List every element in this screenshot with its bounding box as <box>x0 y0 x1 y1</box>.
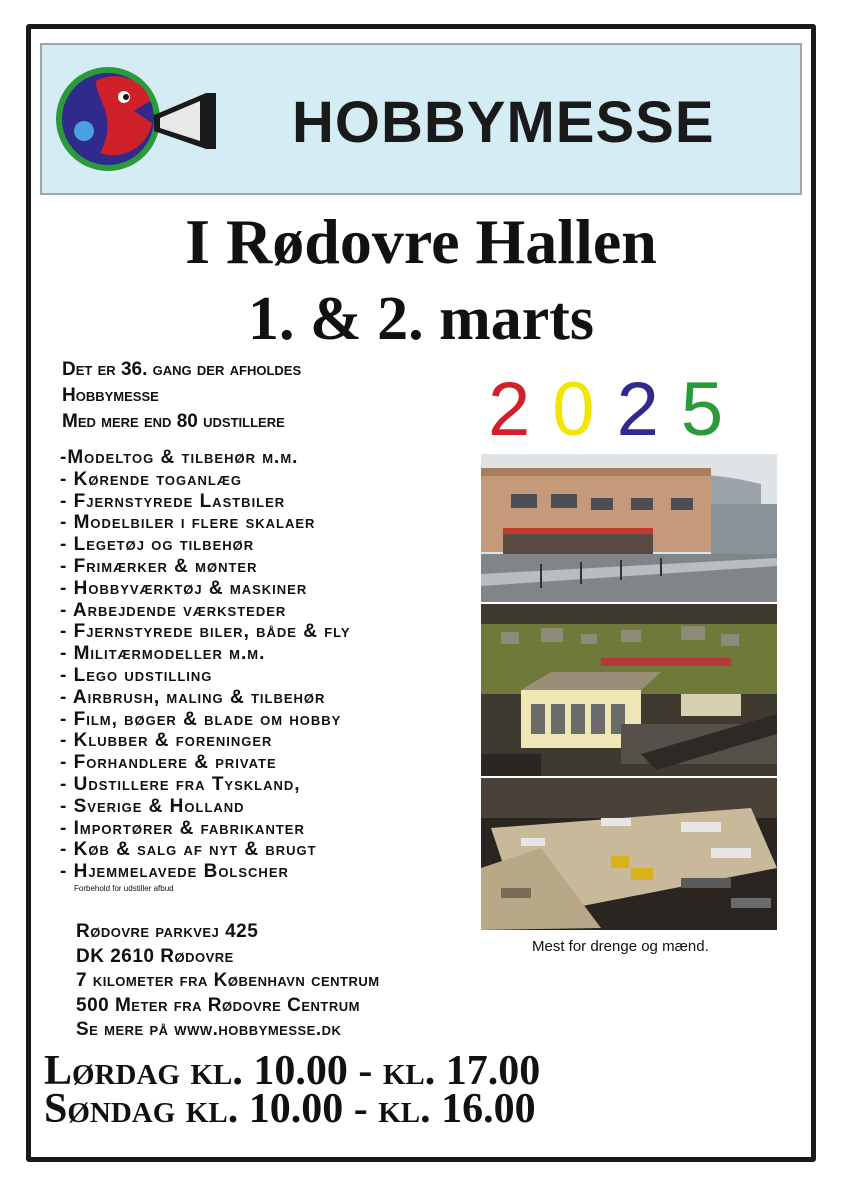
list-item: - Militærmodeller m.m. <box>60 643 266 665</box>
list-item: - Legetøj og tilbehør <box>60 534 255 556</box>
year-digit: 5 <box>680 367 746 452</box>
address-block <box>76 920 380 1043</box>
intro-line: Det er 36. gang der afholdes <box>62 359 302 380</box>
list-item: - Kørende toganlæg <box>60 468 242 490</box>
list-item: - Film, bøger & blade om hobby <box>60 708 342 730</box>
list-item: -Modeltog & tilbehør m.m. <box>60 447 299 468</box>
header-banner <box>40 43 802 195</box>
address-line: 500 Meter fra Rødovre Centrum <box>76 994 360 1016</box>
list-item: - Hjemmelavede Bolscher <box>60 861 289 883</box>
disclaimer-note: Forbehold for udstiller afbud <box>74 884 174 893</box>
list-item: - Modelbiler i flere skalaer <box>60 512 316 534</box>
venue-headline: I Rødovre Hallen <box>185 206 657 277</box>
address-line: DK 2610 Rødovre <box>76 945 234 967</box>
year-display <box>488 366 745 453</box>
date-headline: 1. & 2. marts <box>247 285 595 353</box>
list-item: - Airbrush, maling & tilbehør <box>60 686 326 708</box>
list-item: - Importører & fabrikanter <box>60 817 305 839</box>
hobbymesse-logo-icon <box>56 61 236 181</box>
list-item: - Fjernstyrede Lastbiler <box>60 490 286 512</box>
model-railway-photo <box>481 604 777 776</box>
exhibit-list <box>60 447 351 883</box>
list-item: - Klubber & foreninger <box>60 730 273 752</box>
rc-trucks-photo <box>481 778 777 930</box>
intro-text <box>62 357 301 435</box>
year-digit: 0 <box>552 367 617 452</box>
list-item: - Forhandlere & private <box>60 752 277 774</box>
opening-hours <box>44 1048 541 1132</box>
hours-saturday: Lørdag kl. 10.00 - kl. 17.00 <box>44 1048 541 1094</box>
hall-exterior-photo <box>481 454 777 602</box>
brand-title: HOBBYMESSE <box>292 90 715 155</box>
list-item: - Sverige & Holland <box>60 795 245 817</box>
address-line: Se mere på www.hobbymesse.dk <box>76 1019 342 1040</box>
list-item: - Fjernstyrede biler, både & fly <box>60 621 351 643</box>
list-item: - Arbejdende værksteder <box>60 599 287 621</box>
list-item: - Frimærker & mønter <box>60 555 258 577</box>
hours-sunday: Søndag kl. 10.00 - kl. 16.00 <box>44 1086 536 1132</box>
photo-caption: Mest for drenge og mænd. <box>532 938 709 955</box>
list-item: - Hobbyværktøj & maskiner <box>60 577 308 599</box>
year-digit: 2 <box>488 367 553 452</box>
intro-line: Med mere end 80 udstillere <box>62 411 285 432</box>
list-item: - Lego udstilling <box>60 664 213 686</box>
year-digit: 2 <box>616 367 681 452</box>
address-line: 7 kilometer fra København centrum <box>76 970 380 991</box>
address-line: Rødovre parkvej 425 <box>76 921 259 942</box>
list-item: - Udstillere fra Tyskland, <box>60 773 301 795</box>
list-item: - Køb & salg af nyt & brugt <box>60 839 317 861</box>
intro-line: Hobbymesse <box>62 385 159 406</box>
